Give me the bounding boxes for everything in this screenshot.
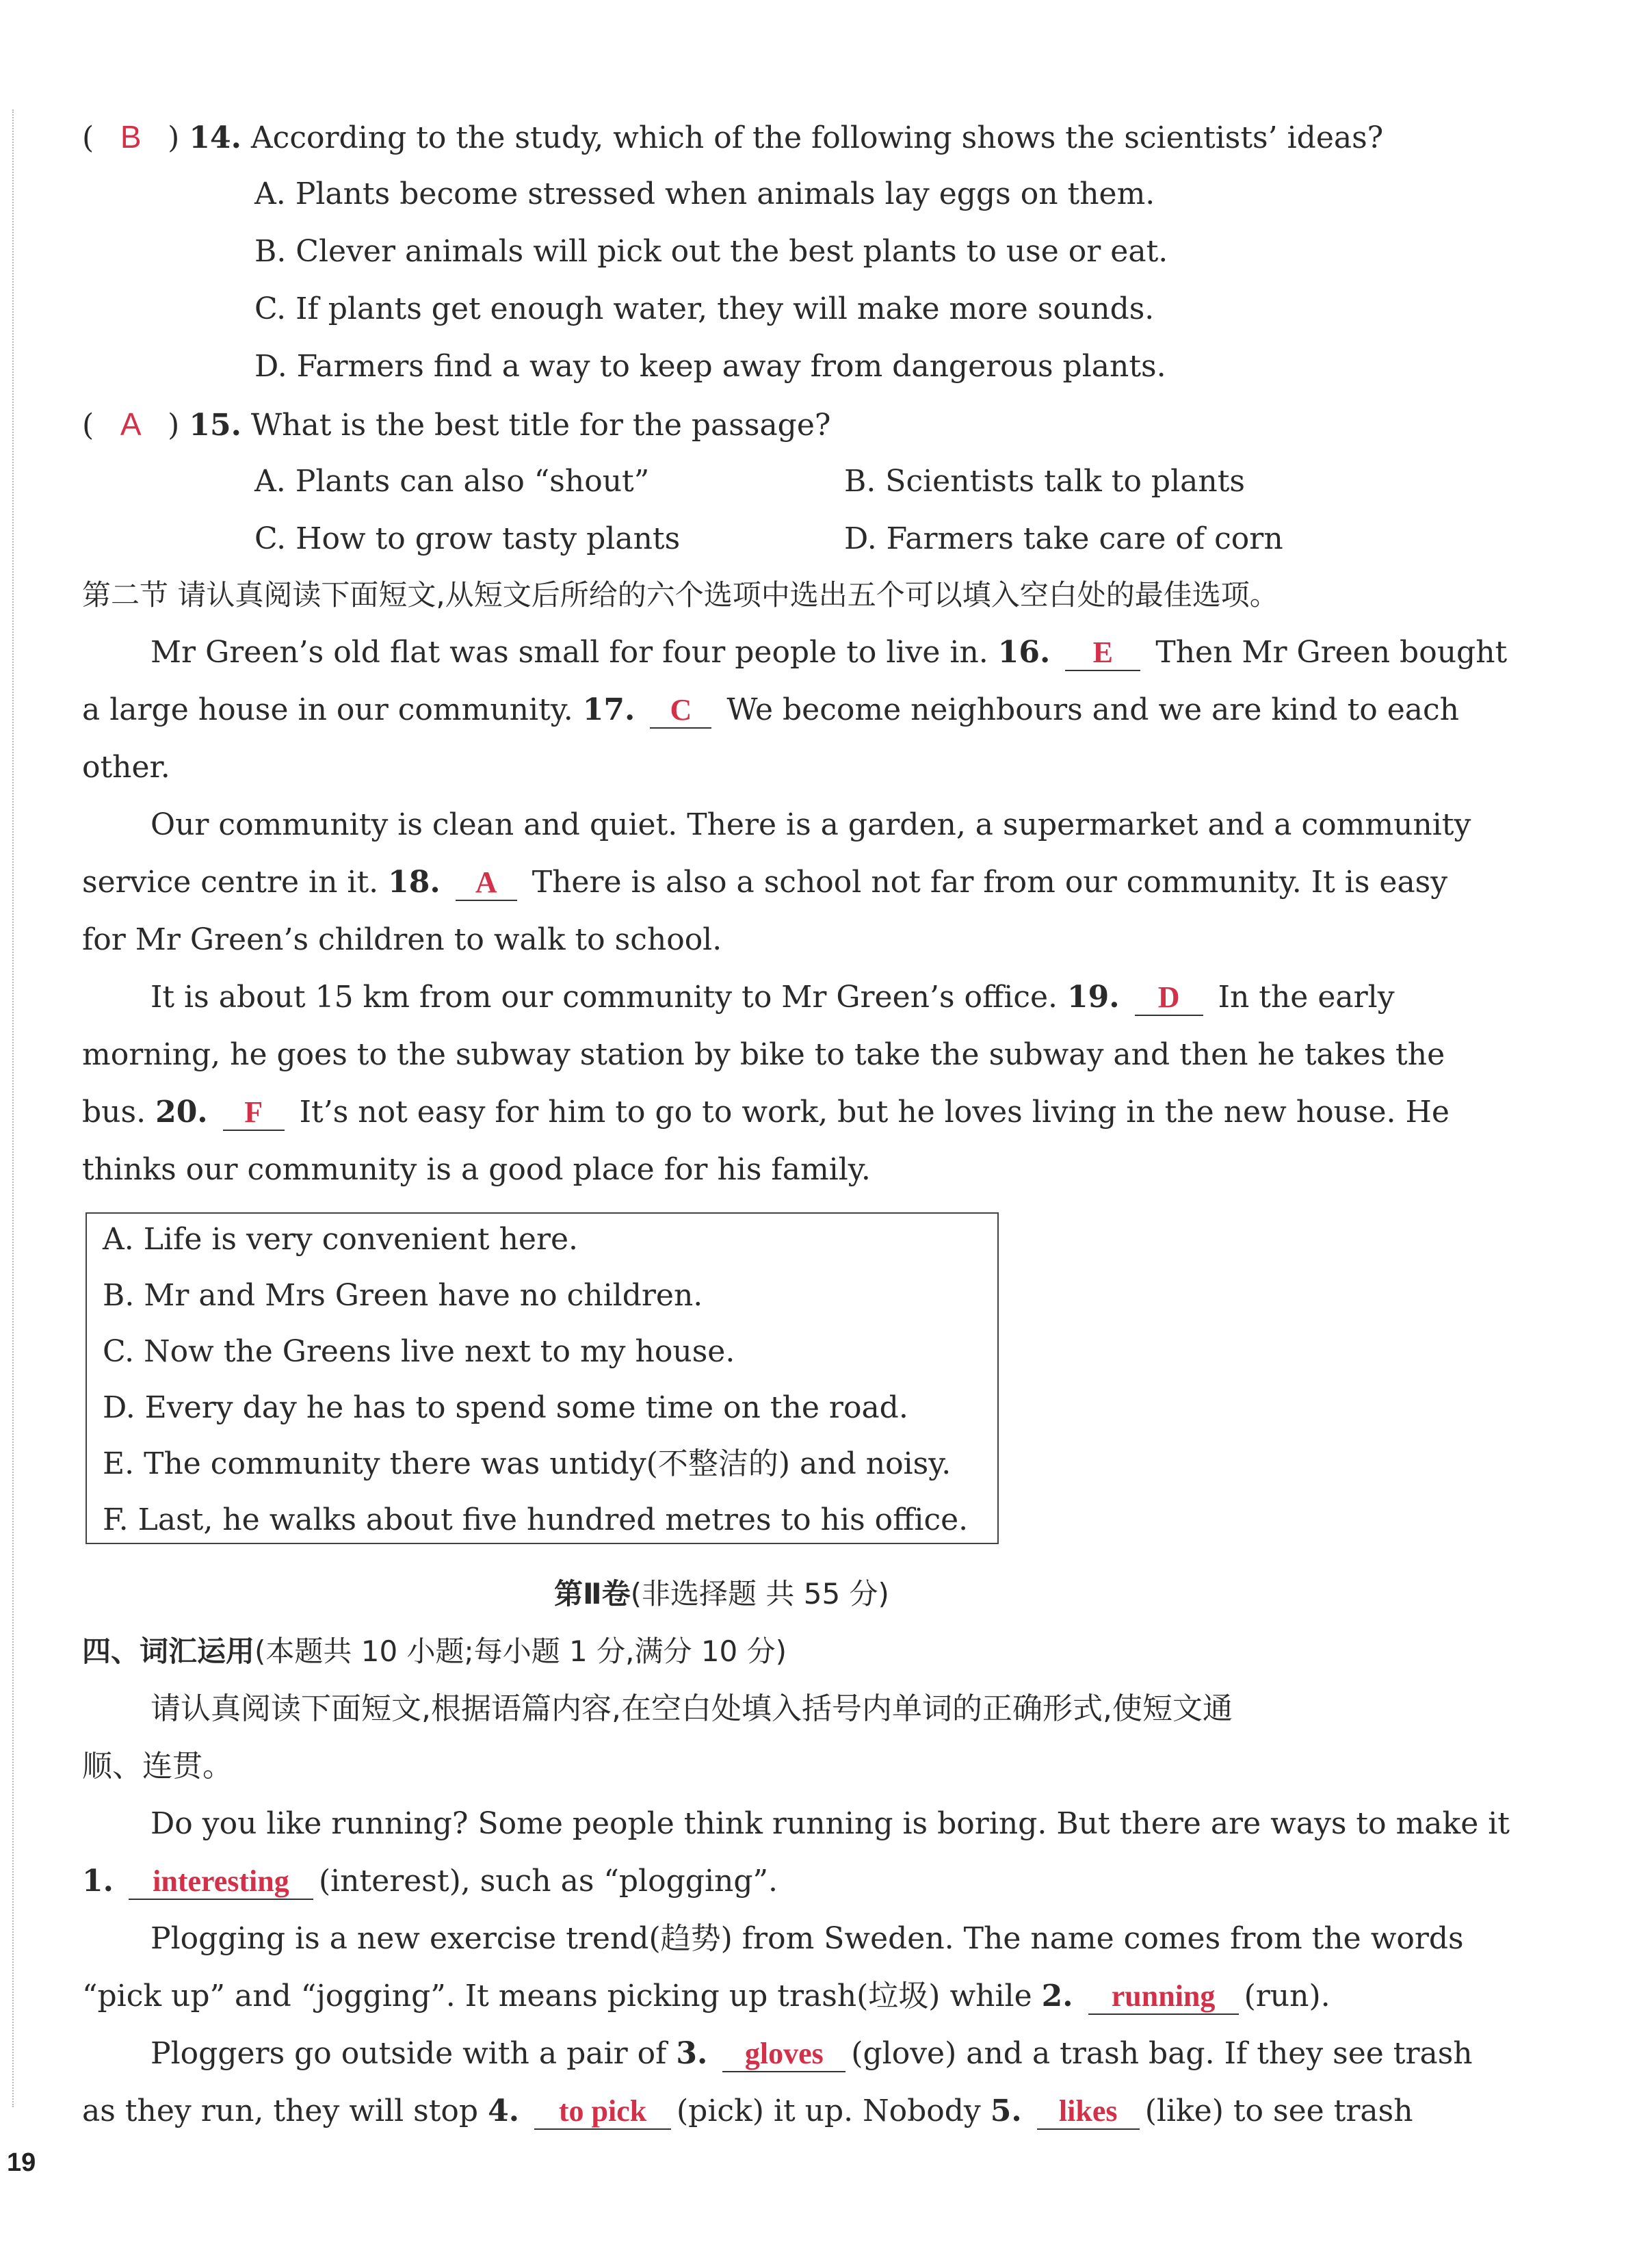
blank-2: running — [1088, 1979, 1239, 2015]
text: a large house in our community. — [82, 692, 573, 727]
question-number: 15. — [189, 408, 241, 443]
passage1-line-5 — [82, 862, 1447, 903]
section-4-instruction-1: 请认真阅读下面短文,根据语篇内容,在空白处填入括号内单词的正确形式,使短文通 — [150, 1691, 1233, 1726]
blank-19: D — [1135, 980, 1203, 1016]
blank-3: gloves — [722, 2037, 845, 2072]
passage2-line-6 — [82, 2091, 1413, 2132]
choice-e: E. The community there was untidy(不整洁的) and noisy. — [103, 1446, 952, 1481]
choice-d: D. Every day he has to spend some time on the road. — [103, 1390, 908, 1425]
paren-open: ( — [82, 408, 94, 443]
paren-close: ) — [168, 408, 180, 443]
hint: (run). — [1244, 1979, 1330, 2013]
blank-number-3: 3. — [676, 2036, 708, 2071]
blank-number-18: 18. — [388, 865, 441, 900]
blank-18: A — [456, 865, 517, 901]
blank-number-19: 19. — [1067, 980, 1120, 1015]
passage1-line-7 — [150, 977, 1395, 1018]
part-2-heading — [554, 1574, 889, 1615]
passage2-line-4 — [82, 1976, 1330, 2017]
section-4-heading — [82, 1631, 787, 1672]
hint: (interest), such as “plogging”. — [318, 1864, 778, 1899]
choice-b: B. Mr and Mrs Green have no children. — [103, 1278, 703, 1313]
passage1-line-3: other. — [82, 750, 170, 785]
options-box — [86, 1212, 999, 1544]
option-15d: D. Farmers take care of corn — [844, 521, 1283, 556]
page-number: 19 — [7, 2148, 36, 2177]
option-15b: B. Scientists talk to plants — [844, 464, 1245, 499]
hint: (glove) and a trash bag. If they see trash — [851, 2036, 1473, 2071]
question-15 — [82, 404, 830, 446]
blank-number-4: 4. — [488, 2094, 520, 2128]
text: There is also a school not far from our community. It is easy — [532, 865, 1448, 900]
blank-number-1: 1. — [82, 1864, 114, 1899]
blank-number-2: 2. — [1041, 1979, 1073, 2013]
question-14 — [82, 116, 1383, 159]
option-14d: D. Farmers find a way to keep away from dangerous plants. — [254, 349, 1166, 384]
text: It is about 15 km from our community to Mr Green’s office. — [150, 980, 1058, 1015]
blank-number-16: 16. — [997, 635, 1051, 670]
blank-17: C — [650, 693, 711, 729]
hint: (pick) it up. Nobody — [677, 2094, 981, 2128]
paren-open: ( — [82, 120, 94, 155]
blank-number-20: 20. — [155, 1095, 208, 1130]
option-15c: C. How to grow tasty plants — [254, 521, 681, 556]
choice-f: F. Last, he walks about five hundred metres to his office. — [103, 1502, 969, 1537]
passage1-line-8: morning, he goes to the subway station by bike to take the subway and then he takes the — [82, 1037, 1445, 1072]
option-14a: A. Plants become stressed when animals lay eggs on them. — [254, 177, 1155, 211]
passage1-line-4: Our community is clean and quiet. There is a garden, a supermarket and a community — [150, 807, 1471, 842]
choice-a: A. Life is very convenient here. — [103, 1222, 579, 1257]
text: Ploggers go outside with a pair of — [150, 2036, 667, 2071]
text: It’s not easy for him to go to work, but he loves living in the new house. He — [299, 1095, 1450, 1130]
passage1-line-2 — [82, 690, 1459, 731]
question-number: 14. — [189, 120, 241, 155]
text: In the early — [1218, 980, 1395, 1015]
heading-rest: (非选择题 共 55 分) — [630, 1577, 889, 1611]
option-15a: A. Plants can also “shout” — [254, 464, 650, 499]
text: Then Mr Green bought — [1155, 635, 1508, 670]
text: service centre in it. — [82, 865, 379, 900]
answer-14: B — [120, 119, 142, 155]
blank-1: interesting — [129, 1864, 313, 1900]
margin-dotted-line — [12, 109, 14, 2107]
blank-5: likes — [1037, 2094, 1140, 2130]
question-stem: What is the best title for the passage? — [250, 408, 831, 443]
section-4-instruction-2: 顺、连贯。 — [82, 1749, 233, 1784]
passage1-line-1 — [150, 632, 1507, 673]
question-stem: According to the study, which of the following shows the scientists’ ideas? — [250, 120, 1384, 155]
option-14c: C. If plants get enough water, they will make more sounds. — [254, 291, 1155, 326]
text: as they run, they will stop — [82, 2094, 479, 2128]
blank-20: F — [223, 1095, 285, 1131]
text: “pick up” and “jogging”. It means picking up trash(垃圾) while — [82, 1979, 1032, 2013]
answer-15: A — [120, 406, 142, 442]
passage2-line-3: Plogging is a new exercise trend(趋势) from Sweden. The name comes from the words — [150, 1921, 1464, 1956]
heading-bold: 四、词汇运用 — [82, 1634, 255, 1668]
heading-bold: 第Ⅱ卷 — [554, 1577, 631, 1611]
hint: (like) to see trash — [1144, 2094, 1413, 2128]
passage2-line-5 — [150, 2033, 1473, 2074]
passage1-line-10: thinks our community is a good place for his family. — [82, 1152, 871, 1187]
option-14b: B. Clever animals will pick out the best plants to use or eat. — [254, 234, 1168, 269]
section-2-heading: 第二节 请认真阅读下面短文,从短文后所给的六个选项中选出五个可以填入空白处的最佳选项。 — [82, 578, 1278, 612]
passage2-line-1: Do you like running? Some people think running is boring. But there are ways to make it — [150, 1806, 1510, 1841]
passage1-line-6: for Mr Green’s children to walk to school. — [82, 922, 722, 957]
blank-number-17: 17. — [582, 692, 635, 727]
paren-close: ) — [168, 120, 180, 155]
heading-rest: (本题共 10 小题;每小题 1 分,满分 10 分) — [254, 1634, 787, 1668]
passage1-line-9 — [82, 1092, 1450, 1133]
passage2-line-2 — [82, 1861, 778, 1902]
text: Mr Green’s old flat was small for four people to live in. — [150, 635, 988, 670]
blank-4: to pick — [534, 2094, 671, 2130]
choice-c: C. Now the Greens live next to my house. — [103, 1334, 735, 1369]
blank-number-5: 5. — [990, 2094, 1022, 2128]
blank-16: E — [1065, 636, 1140, 671]
text: We become neighbours and we are kind to each — [726, 692, 1459, 727]
text: bus. — [82, 1095, 146, 1130]
